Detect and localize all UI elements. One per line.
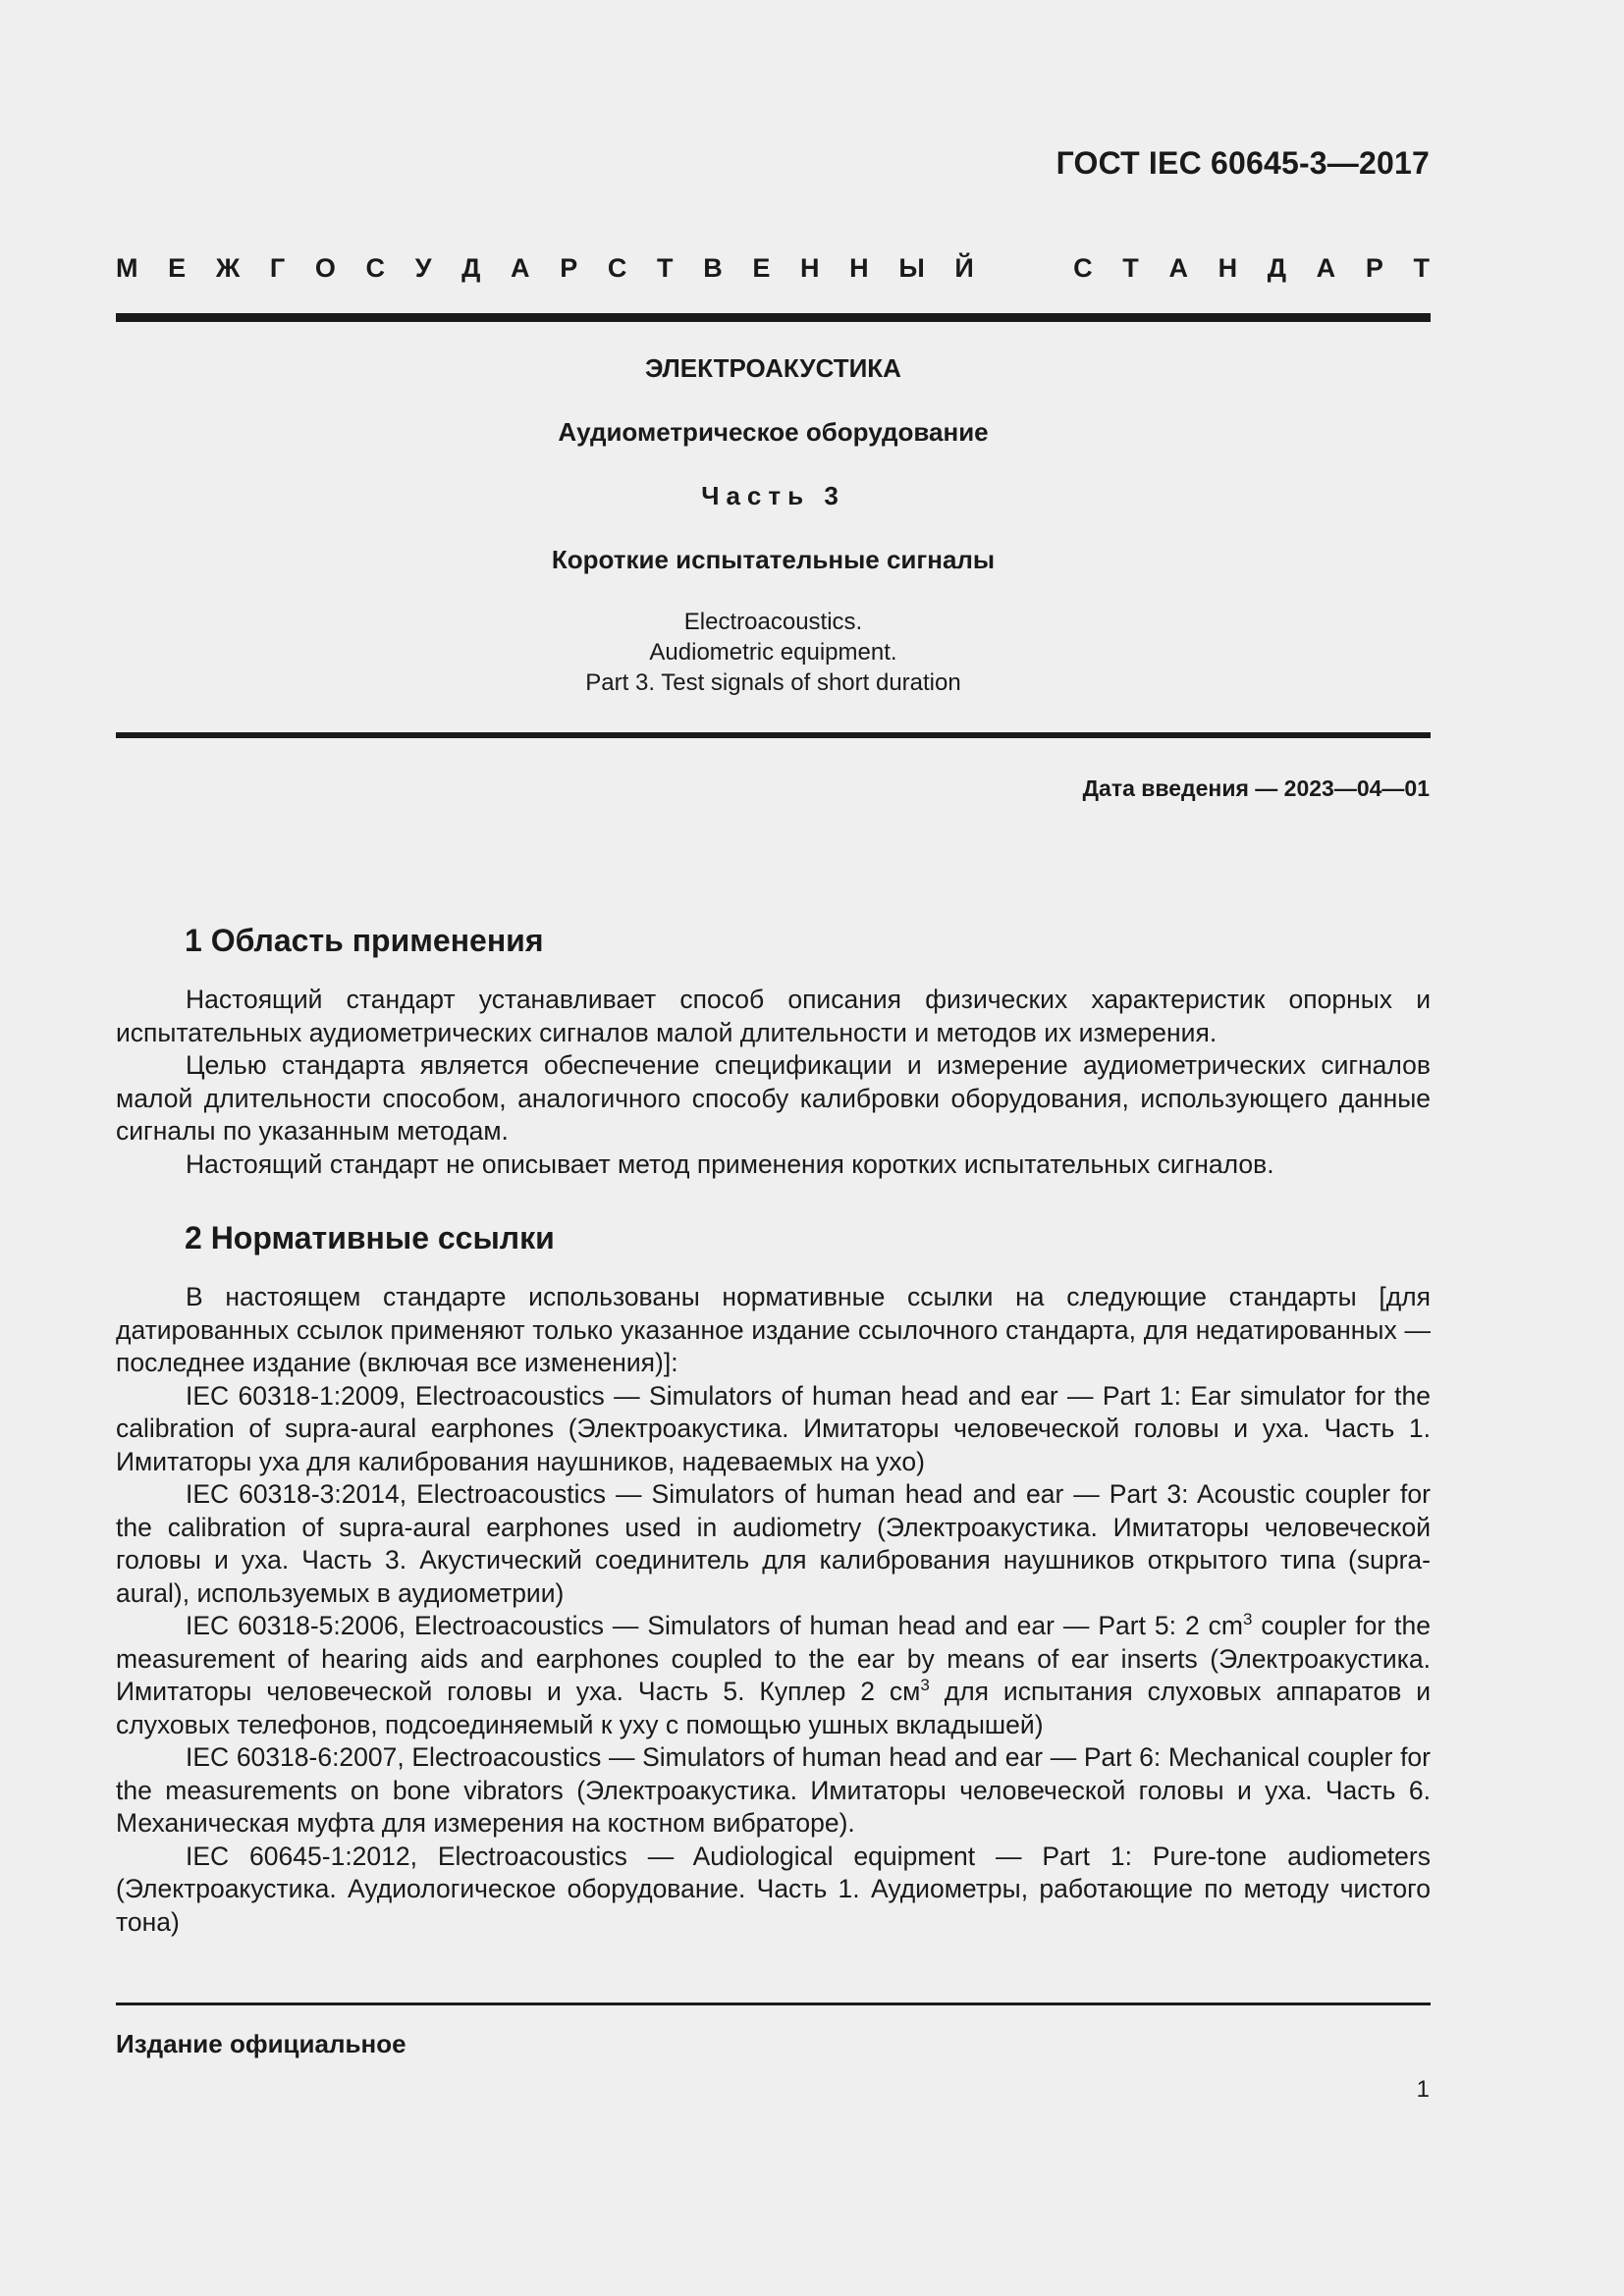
banner-letter: А (1168, 253, 1188, 283)
paragraph: В настоящем стандарте использованы нормативные ссылки на следующие стандарты [для датированных ссылок применяют только указанное издание ссылочного стандарта, для недатированных — последнее издание (включая все изменения)]: (116, 1282, 1431, 1377)
banner-letter: А (1316, 253, 1336, 283)
english-title-line: Electroacoustics. (683, 609, 863, 635)
section-title-references: 2 Нормативные ссылки (185, 1220, 555, 1255)
official-edition-label: Издание официальное (116, 2029, 406, 2058)
superscript: 3 (1242, 1610, 1253, 1629)
standard-designation: ГОСТ IEC 60645-3—2017 (1056, 145, 1430, 181)
banner-letter: Е (752, 253, 771, 283)
banner-letter: В (703, 253, 723, 283)
english-title-line: Part 3. Test signals of short duration (585, 669, 961, 696)
banner-letter: Н (1218, 253, 1238, 283)
banner-letter: Р (560, 253, 578, 283)
banner-letter: Т (1122, 253, 1139, 283)
banner-letter: Й (954, 253, 974, 283)
section-body-references (116, 1281, 1431, 1939)
reference-text: для испытания слуховых аппаратов и слуховых телефонов, подсоединяемый к уху с помощью ушных вкладышей) (116, 1677, 1431, 1739)
title-part: Часть 3 (701, 481, 845, 510)
section-body-scope (116, 984, 1431, 1181)
interstate-standard-banner (116, 253, 1430, 284)
banner-letter: Д (461, 253, 481, 283)
banner-letter: Ж (215, 253, 241, 283)
english-title (116, 607, 1431, 698)
section-title-scope: 1 Область применения (185, 923, 544, 958)
banner-letter: Н (849, 253, 869, 283)
reference-item (116, 1610, 1431, 1741)
banner-letter: А (511, 253, 530, 283)
reference-item: IEC 60645-1:2012, Electroacoustics — Audiological equipment — Part 1: Pure-tone audiometers (Электроакустика. Аудиологическое оборудование. Часть 1. Аудиометры, работающие по методу чистого тона) (116, 1841, 1431, 1937)
banner-letter: С (607, 253, 627, 283)
reference-item: IEC 60318-6:2007, Electroacoustics — Simulators of human head and ear — Part 6: Mechanical coupler for the measurements on bone vibrators (Электроакустика. Имитаторы человеческой головы и уха. Часть 6. Механическая муфта для измерения на костном вибраторе). (116, 1742, 1431, 1838)
banner-letter: У (414, 253, 432, 283)
paragraph: Целью стандарта является обеспечение спецификации и измерение аудиометрических сигналов малой длительности способом, аналогичного способу калибровки оборудования, использующего данные сигналы по указанным методам. (116, 1050, 1431, 1146)
reference-text: IEC 60318-5:2006, Electroacoustics — Simulators of human head and ear — Part 5: 2 cm (186, 1611, 1243, 1640)
banner-letter: Н (800, 253, 820, 283)
english-title-line: Audiometric equipment. (649, 639, 897, 666)
paragraph: Настоящий стандарт устанавливает способ описания физических характеристик опорных и испытательных аудиометрических сигналов малой длительности и методов их измерения. (116, 985, 1431, 1047)
reference-text: coupler for the measurement of hearing aids and earphones coupled to the ear by means of ear inserts (Электроакустика. Имитаторы человеческой головы и уха. Часть 5. Куплер 2 см (116, 1611, 1431, 1706)
title-subtitle: Аудиометрическое оборудование (558, 417, 989, 447)
reference-item: IEC 60318-1:2009, Electroacoustics — Simulators of human head and ear — Part 1: Ear simulator for the calibration of supra-aural earphones (Электроакустика. Имитаторы человеческой головы и уха. Часть 1. Имитаторы уха для калибрования наушников, надеваемых на ухо) (116, 1380, 1431, 1476)
banner-letter: Г (269, 253, 286, 283)
title-main: ЭЛЕКТРОАКУСТИКА (645, 353, 901, 383)
banner-letter: Т (1413, 253, 1430, 283)
title-part-name: Короткие испытательные сигналы (551, 545, 996, 574)
banner-letter: Ы (898, 253, 925, 283)
footer-divider (116, 2002, 1431, 2005)
paragraph: Настоящий стандарт не описывает метод применения коротких испытательных сигналов. (186, 1148, 1274, 1179)
title-divider (116, 732, 1431, 738)
banner-letter: Д (1267, 253, 1287, 283)
banner-letter: С (365, 253, 386, 283)
top-divider (116, 313, 1431, 322)
banner-letter: Е (168, 253, 187, 283)
banner-letter: О (314, 253, 336, 283)
banner-letter: Р (1365, 253, 1383, 283)
reference-item: IEC 60318-3:2014, Electroacoustics — Simulators of human head and ear — Part 3: Acoustic coupler for the calibration of supra-aural earphones used in audiometry (Электроакустика. Имитаторы человеческой головы и уха. Часть 3. Акустический соединитель для калибрования наушников открытого типа (supra-aural), используемых в аудиометрии) (116, 1479, 1431, 1608)
banner-letter: М (116, 253, 138, 283)
introduction-date: Дата введения — 2023—04—01 (1082, 775, 1430, 801)
banner-letter: Т (657, 253, 674, 283)
banner-letter: С (1073, 253, 1093, 283)
superscript: 3 (920, 1676, 930, 1695)
page-number: 1 (1416, 2076, 1430, 2103)
